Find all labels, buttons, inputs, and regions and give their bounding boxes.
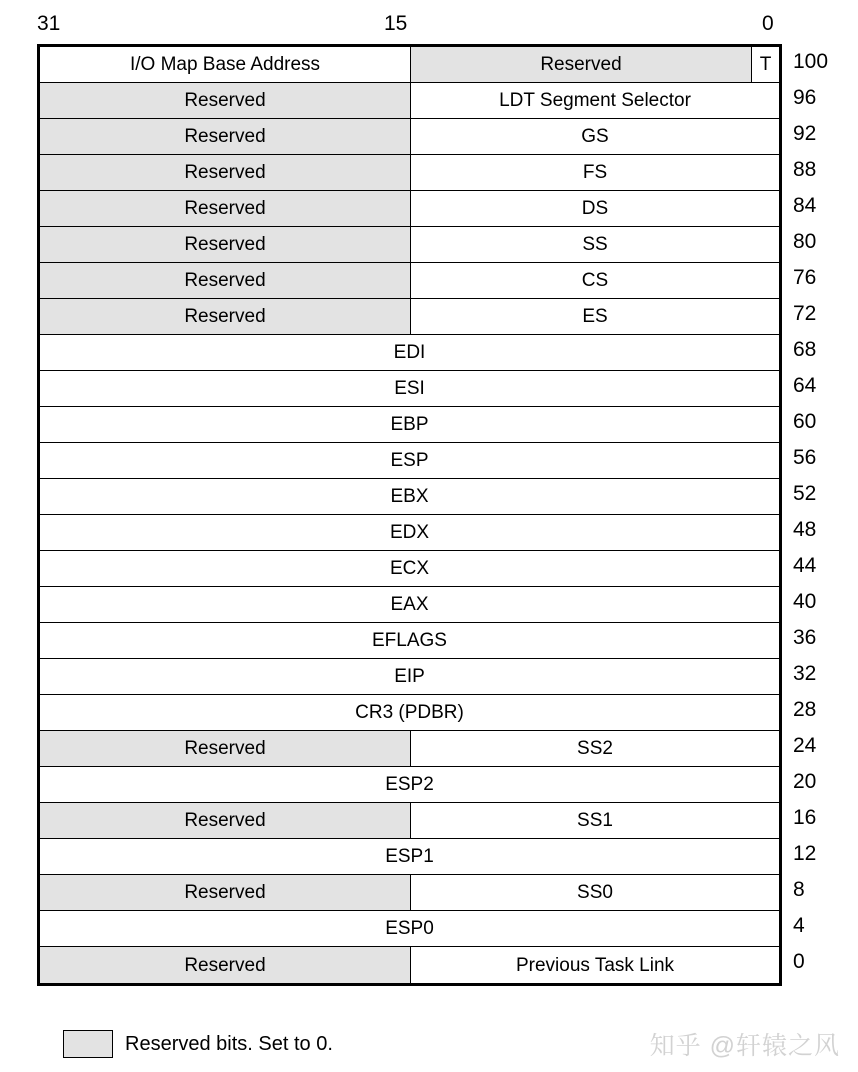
- bit-position-ruler: [0, 0, 858, 42]
- tss-row: [40, 731, 779, 767]
- tss-offset-label: 52: [793, 482, 817, 505]
- tss-field-full: EIP: [394, 666, 425, 687]
- tss-row: [40, 803, 779, 839]
- tss-field-high: Reserved: [40, 119, 411, 154]
- bit-label-15: 15: [384, 12, 408, 35]
- tss-field-high: Reserved: [40, 731, 411, 766]
- tss-field-high: Reserved: [40, 227, 411, 262]
- tss-field-full: EFLAGS: [372, 630, 447, 651]
- tss-row: [40, 839, 779, 875]
- tss-field-low: Previous Task Link: [515, 954, 675, 976]
- tss-row: [40, 371, 779, 407]
- tss-row: [40, 83, 779, 119]
- bit-label-31: 31: [37, 12, 61, 35]
- tss-offset-label: 20: [793, 770, 817, 793]
- tss-offset-label: 48: [793, 518, 817, 541]
- tss-field-full: EDI: [393, 342, 426, 363]
- tss-field-full: ESP0: [385, 918, 434, 939]
- tss-row: [40, 551, 779, 587]
- tss-field-high: Reserved: [40, 299, 411, 334]
- tss-row: [40, 875, 779, 911]
- tss-row: [40, 47, 779, 83]
- tss-row: [40, 515, 779, 551]
- tss-row: [40, 947, 779, 983]
- tss-field-full: ECX: [389, 558, 430, 579]
- tss-field-high: Reserved: [40, 83, 411, 118]
- tss-field-full: EBP: [390, 414, 429, 435]
- tss-row: [40, 227, 779, 263]
- tss-field-full: EBX: [390, 486, 429, 507]
- tss-field-full: ESP1: [385, 846, 434, 867]
- tss-field-low: GS: [581, 126, 609, 147]
- tss-field-t-bit: T: [751, 47, 779, 82]
- tss-offset-label: 100: [793, 50, 829, 73]
- offset-column: [793, 44, 858, 980]
- bit-label-0: 0: [762, 12, 774, 35]
- tss-field-full: ESI: [394, 378, 425, 399]
- tss-offset-label: 80: [793, 230, 817, 253]
- tss-offset-label: 56: [793, 446, 817, 469]
- tss-offset-label: 68: [793, 338, 817, 361]
- legend: [63, 1030, 333, 1058]
- tss-field-full: ESP: [390, 450, 429, 471]
- tss-row: [40, 155, 779, 191]
- tss-offset-label: 28: [793, 698, 817, 721]
- tss-field-full: CR3 (PDBR): [355, 702, 464, 723]
- tss-row: [40, 587, 779, 623]
- tss-offset-label: 44: [793, 554, 817, 577]
- tss-field-full: EDX: [389, 522, 430, 543]
- tss-offset-label: 4: [793, 914, 805, 937]
- tss-field-low: Reserved: [411, 47, 751, 82]
- tss-offset-label: 84: [793, 194, 817, 217]
- tss-row: [40, 623, 779, 659]
- tss-offset-label: 40: [793, 590, 817, 613]
- tss-offset-label: 96: [793, 86, 817, 109]
- tss-row: [40, 767, 779, 803]
- tss-field-high: Reserved: [40, 191, 411, 226]
- tss-row: [40, 119, 779, 155]
- reserved-color-swatch: [63, 1030, 113, 1058]
- tss-offset-label: 0: [793, 950, 805, 973]
- tss-row: [40, 443, 779, 479]
- tss-field-low: ES: [582, 306, 608, 327]
- tss-field-low: CS: [581, 270, 609, 291]
- legend-label: Reserved bits. Set to 0.: [125, 1033, 333, 1055]
- tss-field-low: DS: [581, 198, 609, 219]
- tss-offset-label: 16: [793, 806, 817, 829]
- tss-row: [40, 299, 779, 335]
- tss-offset-label: 32: [793, 662, 817, 685]
- tss-offset-label: 60: [793, 410, 817, 433]
- tss-field-high: Reserved: [40, 155, 411, 190]
- tss-row: [40, 263, 779, 299]
- tss-offset-label: 76: [793, 266, 817, 289]
- tss-offset-label: 12: [793, 842, 817, 865]
- tss-field-low: FS: [582, 162, 608, 183]
- tss-offset-label: 8: [793, 878, 805, 901]
- tss-field-low: SS2: [577, 738, 613, 759]
- tss-offset-label: 36: [793, 626, 817, 649]
- tss-field-low: SS0: [577, 882, 613, 903]
- tss-field-high: Reserved: [40, 947, 411, 983]
- tss-row: [40, 695, 779, 731]
- tss-field-low: LDT Segment Selector: [499, 90, 691, 111]
- tss-offset-label: 88: [793, 158, 817, 181]
- tss-row: [40, 407, 779, 443]
- tss-row: [40, 659, 779, 695]
- tss-field-high: I/O Map Base Address: [40, 47, 411, 82]
- tss-field-full: EAX: [390, 594, 429, 615]
- tss-offset-label: 64: [793, 374, 817, 397]
- tss-field-full: ESP2: [385, 774, 434, 795]
- tss-row: [40, 911, 779, 947]
- tss-offset-label: 24: [793, 734, 817, 757]
- tss-field-high: Reserved: [40, 263, 411, 298]
- tss-field-high: Reserved: [40, 875, 411, 910]
- watermark: 知乎 @轩辕之风: [649, 1032, 840, 1060]
- tss-field-high: Reserved: [40, 803, 411, 838]
- tss-row: [40, 479, 779, 515]
- tss-offset-label: 92: [793, 122, 817, 145]
- tss-field-low: SS1: [577, 810, 613, 831]
- tss-row: [40, 191, 779, 227]
- tss-row: [40, 335, 779, 371]
- tss-offset-label: 72: [793, 302, 817, 325]
- tss-structure-table: [37, 44, 782, 986]
- tss-field-low: SS: [582, 234, 608, 255]
